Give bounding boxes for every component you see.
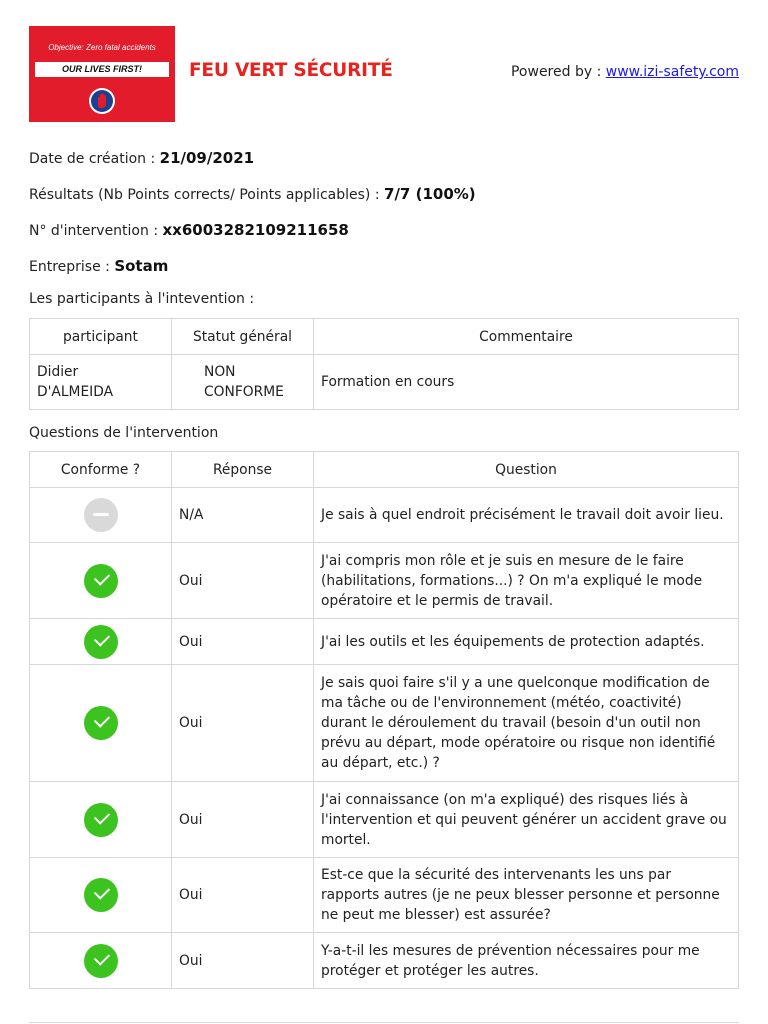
participant-last-name: D'ALMEIDA <box>37 384 114 400</box>
participants-table <box>29 318 739 410</box>
creation-date-value: 21/09/2021 <box>159 149 255 167</box>
answer-cell: Oui <box>172 933 314 989</box>
status-column-header: Statut général <box>172 319 314 355</box>
participant-status <box>172 355 314 410</box>
question-text: J'ai connaissance (on m'a expliqué) des risques liés à l'intervention et qui peuvent générer un accident grave ou mortel. <box>314 782 739 858</box>
intervention-number-label: N° d'intervention : <box>29 223 163 239</box>
participant-name <box>30 355 172 410</box>
conformity-cell <box>30 619 172 665</box>
results-label: Résultats (Nb Points corrects/ Points applicables) : <box>29 187 385 203</box>
participant-status-line1: NON <box>204 364 236 380</box>
question-row <box>30 933 739 989</box>
check-icon <box>84 706 118 740</box>
conformity-cell <box>30 543 172 619</box>
comment-column-header: Commentaire <box>314 319 739 355</box>
question-text: Y-a-t-il les mesures de prévention nécessaires pour me protéger et protéger les autres. <box>314 933 739 989</box>
powered-by-label: Powered by : <box>510 64 606 80</box>
questions-header-row <box>30 452 739 488</box>
participant-column-header: participant <box>30 319 172 355</box>
participant-comment: Formation en cours <box>314 355 739 410</box>
participant-first-name: Didier <box>37 364 79 380</box>
question-text: Je sais à quel endroit précisément le travail doit avoir lieu. <box>314 488 739 543</box>
page-divider <box>29 1022 739 1023</box>
check-icon <box>84 803 118 837</box>
answer-cell: Oui <box>172 782 314 858</box>
check-icon <box>84 944 118 978</box>
logo-objective-text: Objective: Zero fatal accidents <box>48 43 156 52</box>
logo-slogan: OUR LIVES FIRST! <box>35 62 169 77</box>
answer-cell: N/A <box>172 488 314 543</box>
question-row <box>30 858 739 933</box>
question-row <box>30 543 739 619</box>
answer-column-header: Réponse <box>172 452 314 488</box>
answer-cell: Oui <box>172 858 314 933</box>
questions-section-title: Questions de l'intervention <box>29 425 219 441</box>
question-row <box>30 488 739 543</box>
izi-safety-link[interactable]: www.izi-safety.com <box>605 64 739 80</box>
question-row <box>30 665 739 782</box>
conformity-cell <box>30 858 172 933</box>
creation-date-label: Date de création : <box>29 151 160 167</box>
conformity-cell <box>30 665 172 782</box>
question-row <box>30 782 739 858</box>
check-icon <box>84 564 118 598</box>
questions-table <box>29 451 739 989</box>
check-icon <box>84 878 118 912</box>
company-value: Sotam <box>114 257 169 275</box>
conformity-cell <box>30 933 172 989</box>
creation-date-field <box>29 149 254 167</box>
safety-hand-badge-icon <box>87 86 117 116</box>
participants-header-row <box>30 319 739 355</box>
participants-section-title: Les participants à l'intevention : <box>29 291 255 307</box>
intervention-number-value: xx6003282109211658 <box>162 221 349 239</box>
question-column-header: Question <box>314 452 739 488</box>
check-icon <box>84 625 118 659</box>
answer-cell: Oui <box>172 665 314 782</box>
results-field <box>29 185 476 203</box>
participant-row <box>30 355 739 410</box>
answer-cell: Oui <box>172 619 314 665</box>
powered-by <box>511 64 739 80</box>
question-text: Je sais quoi faire s'il y a une quelconque modification de ma tâche ou de l'environnement (météo, coactivité) durant le déroulement du travail (besoin d'un outil non prévu au départ, mode opératoire ou risque non identifié au départ, etc.) ? <box>314 665 739 782</box>
not-applicable-icon <box>84 498 118 532</box>
question-text: J'ai compris mon rôle et je suis en mesure de le faire (habilitations, formations...) ? On m'a expliqué le mode opératoire et le permis de travail. <box>314 543 739 619</box>
page-title: FEU VERT SÉCURITÉ <box>189 60 393 81</box>
conformity-cell <box>30 782 172 858</box>
question-row <box>30 619 739 665</box>
participant-status-line2: CONFORME <box>204 384 284 400</box>
company-label: Entreprise : <box>29 259 115 275</box>
results-value: 7/7 (100%) <box>384 185 476 203</box>
conforme-column-header: Conforme ? <box>30 452 172 488</box>
question-text: Est-ce que la sécurité des intervenants les uns par rapports autres (je ne peux blesser personne et personne ne peut me blesser) est assurée? <box>314 858 739 933</box>
conformity-cell <box>30 488 172 543</box>
answer-cell: Oui <box>172 543 314 619</box>
question-text: J'ai les outils et les équipements de protection adaptés. <box>314 619 739 665</box>
intervention-number-field <box>29 221 349 239</box>
brand-logo <box>29 26 175 122</box>
company-field <box>29 257 168 275</box>
